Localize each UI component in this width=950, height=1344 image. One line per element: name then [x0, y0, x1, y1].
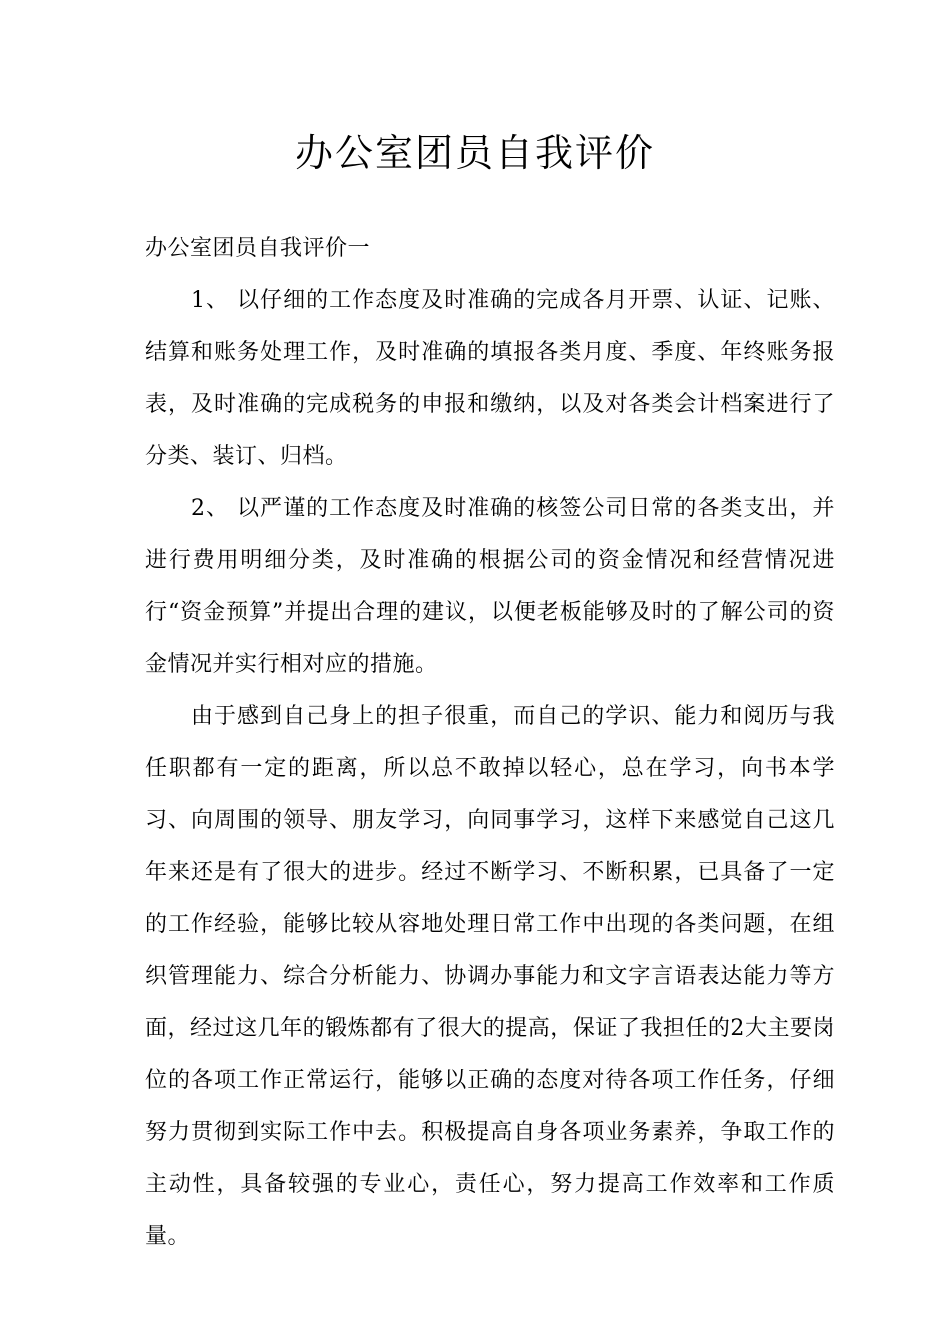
- section-heading: 办公室团员自我评价一: [145, 236, 371, 261]
- document-body: [145, 223, 835, 1263]
- paragraph-item-1: 1、 以仔细的工作态度及时准确的完成各月开票、认证、记账、结算和账务处理工作，及时准确的填报各类月度、季度、年终账务报表，及时准确的完成税务的申报和缴纳，以及对各类会计档案进行了分类、装订、归档。: [145, 288, 835, 469]
- paragraph-item-2: 2、 以严谨的工作态度及时准确的核签公司日常的各类支出，并进行费用明细分类，及时准确的根据公司的资金情况和经营情况进行“资金预算”并提出合理的建议，以便老板能够及时的了解公司的资金情况并实行相对应的措施。: [145, 496, 835, 677]
- document-title: 办公室团员自我评价: [294, 131, 655, 175]
- paragraph-self-assessment: 由于感到自己身上的担子很重，而自己的学识、能力和阅历与我任职都有一定的距离，所以总不敢掉以轻心，总在学习，向书本学习、向周围的领导、朋友学习，向同事学习，这样下来感觉自己这几年来还是有了很大的进步。经过不断学习、不断积累，已具备了一定的工作经验，能够比较从容地处理日常工作中出现的各类问题，在组织管理能力、综合分析能力、协调办事能力和文字言语表达能力等方面，经过这几年的锻炼都有了很大的提高，保证了我担任的2大主要岗位的各项工作正常运行，能够以正确的态度对待各项工作任务，仔细努力贯彻到实际工作中去。积极提高自身各项业务素养，争取工作的主动性，具备较强的专业心，责任心，努力提高工作效率和工作质量。: [145, 704, 835, 1249]
